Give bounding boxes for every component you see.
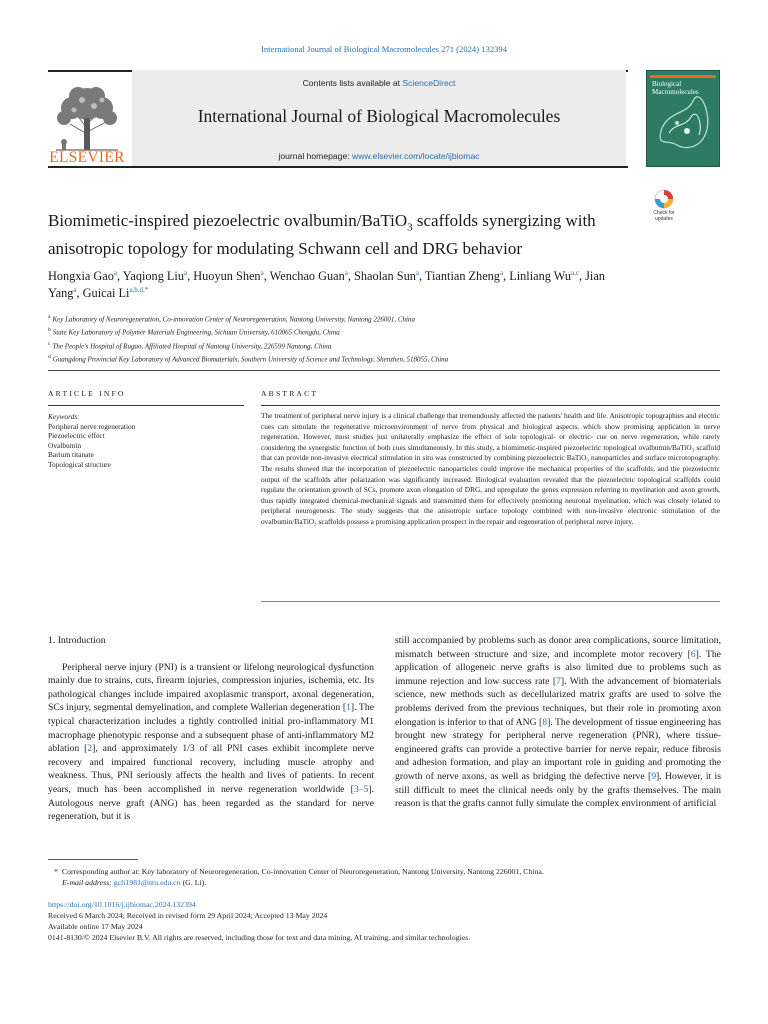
author-affiliation-marker[interactable]: a — [73, 285, 77, 294]
journal-header — [48, 70, 628, 168]
keyword-item: Topological structure — [48, 459, 111, 469]
keyword-item: Barium titanate — [48, 450, 94, 460]
corresponding-line: * Corresponding author at: Key laboratory of Neuroregeneration, Co-innovation Center of Neuroregeneration, Nantong University, Nantong 226001, China. — [54, 867, 544, 876]
affiliation-label: b — [48, 327, 51, 334]
author-affiliation-marker[interactable]: a — [184, 268, 188, 277]
affiliation-text: Key Laboratory of Neuroregeneration, Co-innovation Center of Neuroregeneration, Nantong University, Nantong 226001, China — [52, 315, 416, 324]
email-link[interactable]: gcli1981@ntu.edu.cn — [113, 878, 181, 887]
author-name[interactable]: Guicai $Li^{a,b,d,*}$ — [82, 285, 149, 300]
article-metadata — [48, 899, 720, 943]
affiliation-label: a — [48, 314, 51, 320]
received-dates: Received 6 March 2024; Received in revised form 29 April 2024; Accepted 13 May 2024 — [48, 911, 328, 920]
footnote-rule — [48, 859, 138, 860]
doi-link[interactable]: https://doi.org/10.1016/j.ijbiomac.2024.132394 — [48, 900, 196, 909]
homepage-link[interactable]: www.elsevier.com/locate/ijbiomac — [352, 151, 480, 161]
author-affiliation-marker[interactable]: a — [415, 268, 419, 277]
affiliation-label: c — [48, 340, 51, 347]
affiliation-item — [48, 339, 648, 352]
author-affiliation-marker[interactable]: a — [344, 268, 348, 277]
homepage-line: journal homepage: www.elsevier.com/locate/ijbiomac — [278, 151, 480, 161]
cover-protein-art-icon — [647, 71, 720, 167]
keyword-list — [48, 422, 244, 470]
affiliation-text: Guangdong Provincial Key Laboratory of Advanced Biomaterials, Southern University of Science and Technology, Shenzhen, 518055, China — [52, 355, 449, 364]
affiliation-item — [48, 352, 648, 365]
ref-link[interactable]: 1 — [346, 702, 351, 714]
keyword-item: Piezoelectric effect — [48, 431, 105, 441]
abstract-heading: ABSTRACT — [261, 389, 319, 398]
article-title: Biomimetic-inspired piezoelectric ovalbumin/BaTiO$_3$ scaffolds synergizing with anisotropic topology for modulating Schwann cell and DRG behavior — [48, 211, 596, 259]
intro-right-column — [395, 634, 721, 811]
author-affiliation-marker[interactable]: a,b,d,* — [129, 285, 149, 294]
author-name[interactable]: Wenchao Guan$^a$ — [269, 268, 348, 283]
check-for-updates-label: Check for updates — [653, 210, 675, 222]
author-affiliation-marker[interactable]: a — [113, 268, 118, 277]
ref-link[interactable]: 6 — [690, 648, 696, 660]
ref-link[interactable]: 2 — [87, 743, 93, 755]
ref-link[interactable]: 9 — [651, 770, 657, 782]
keywords-block — [48, 412, 244, 470]
author-affiliation-marker[interactable]: a,c — [571, 268, 579, 277]
elsevier-wordmark: ELSEVIER — [49, 149, 125, 166]
email-line: E-mail address: gcli1981@ntu.edu.cn (G. Li). — [62, 878, 207, 887]
author-name[interactable]: Hongxia Gao$^a$ — [48, 268, 118, 283]
abstract-rule-bottom — [261, 601, 720, 602]
header-rule-bottom — [48, 166, 628, 169]
cover-title: Biological Macromolecules — [652, 80, 699, 96]
ref-link[interactable]: 8 — [542, 716, 548, 728]
sciencedirect-link[interactable]: ScienceDirect — [402, 78, 456, 88]
article-info-heading: ARTICLE INFO — [48, 389, 126, 398]
article-info-rule — [48, 405, 244, 406]
author-name[interactable]: Tiantian Zheng$^a$ — [424, 268, 504, 283]
author-name[interactable]: Jian Yang$^a$ — [48, 269, 605, 300]
author-list: Hongxia Gao$^a$, Yaqiong Liu$^a$, Huoyun Shen$^a$, Wenchao Guan$^a$, Shaolan Sun$^a$, Tiantian Zheng$^a$, Linliang Wu$^{a,c}$, Jian Yang$^a$, Guicai $Li^{a,b,d,*}$ — [48, 268, 605, 300]
intro-paragraph-continued: still accompanied by problems such as donor area complications, source limitation, mismatch between structure and size, and incomplete motor recovery [6]. The application of allogeneic nerve grafts is also limited due to problems such as immune rejection and low success rate [7]. With the advancement of biomaterials science, new methods such as decellularized matrix grafts are used to solve the problems derived from the previous techniques, but their role in promoting axon elongation is inferior to that of ANG [8]. The development of tissue engineering has brought new strategy for peripheral nerve regeneration (PNR), where tissue-engineered grafts can provide a protective barrier for nerve repair, reduce fibrosis and adhesion formation, and play an important role in guiding and promoting the growth of nerve axons, as well as bridging the defective nerve [9]. However, it is still difficult to meet the clinical needs only by the grafts themselves. The main reason is that the grafts cannot fully simulate the complex environment of artificial — [395, 635, 721, 810]
affiliation-label: d — [48, 353, 51, 360]
author-name[interactable]: Huoyun Shen$^a$ — [193, 268, 264, 283]
abstract-text: The treatment of peripheral nerve injury is a clinical challenge that tremendously affected the patients' health and life. Anisotropic topographies and electric cues can simulate the regenerative microenvironment of nerve from physical and biological aspects, which show promising application in nerve regeneration. However, most studies just unilaterally emphasize the effect of sole topological- or electric- cue on nerve regeneration, while rarely considering the synergistic function of both cues simultaneously. In this study, a biomimetic-inspired piezoelectric topological ovalbumin/BaTiO₃ scaffold that can provide non-invasive electrical stimulation in situ was constructed by combining piezoelectric BaTiO₃ nanoparticles and surface microtopography. The results showed that the incorporation of piezoelectric nanoparticles could improve the mechanical properties of the scaffolds, and the piezoelectric output of the scaffolds after polarization was significantly increased. Biological evaluation revealed that the piezoelectric topological scaffolds could regulate the orientation growth of SCs, promote axon elongation of DRG, and upregulate the genes expression referring to myelination and axon growth, thus rapidly integrated chemical-mechanical signals and transmitted them for effectively promoting neuronal myelination, which was closely related to peripheral neurogenesis. The study suggests that the anisotropic surface topology combined with non-invasive electronic stimulation of the ovalbumin/BaTiO₃ scaffolds possess a promising application prospect in the repair and regeneration of peripheral nerve injury. — [261, 411, 720, 526]
ref-link[interactable]: 3–5 — [353, 783, 369, 795]
affiliation-item — [48, 312, 648, 325]
online-date: Available online 17 May 2024 — [48, 922, 143, 931]
author-affiliation-marker[interactable]: a — [260, 268, 264, 277]
section-divider — [48, 370, 720, 371]
intro-paragraph: Peripheral nerve injury (PNI) is a transient or lifelong neurological dysfunction mainly due to strains, cuts, firearm injuries, compression injuries, ischemia, etc. Its pathological changes include impaired axoplasmic transport, axonal degeneration, SCs injury, segmental demyelination, and complete Wallerian degeneration [1]. The typical characterization includes a tightly controlled initial pro-inflammatory M1 macrophage phenotypic response and a subsequent phase of anti-inflammatory M2 ablation [2], and approximately 1/3 of all PNI cases exhibit incomplete nerve recovery and impaired functional recovery, including muscle atrophy and weakness. Thus, PNI seriously affects the health and lives of patients. In recent years, much has been accomplished in nerve regeneration worldwide [3–5]. Autologous nerve graft (ANG) has been regarded as the standard for nerve regeneration, but it is — [48, 661, 374, 823]
author-name[interactable]: Linliang Wu$^{a,c}$ — [509, 268, 579, 283]
abstract-rule — [261, 405, 720, 406]
journal-cover-thumbnail[interactable] — [646, 70, 720, 167]
affiliation-list — [48, 312, 648, 365]
intro-heading: 1. Introduction — [48, 635, 106, 646]
journal-citation-link[interactable]: International Journal of Biological Macromolecules 271 (2024) 132394 — [260, 44, 508, 54]
keywords-label: Keywords: — [48, 412, 80, 421]
keyword-item: Ovalbumin — [48, 440, 82, 450]
affiliation-text: State Key Laboratory of Polymer Materials Engineering, Sichuan University, 610065 Chengdu, China — [52, 328, 340, 337]
keyword-item: Peripheral nerve regeneration — [48, 421, 136, 431]
affiliation-text: The People's Hospital of Rugao, Affiliated Hospital of Nantong University, 226599 Nantong, China — [52, 341, 332, 350]
author-name[interactable]: Shaolan Sun$^a$ — [354, 268, 419, 283]
corresponding-author-footnote — [54, 866, 720, 888]
contents-line: Contents lists available at ScienceDirect — [302, 78, 456, 88]
affiliation-item — [48, 325, 648, 338]
header-center-panel — [132, 70, 626, 166]
check-for-updates-icon[interactable] — [647, 189, 681, 229]
copyright-line: 0141-8130/© 2024 Elsevier B.V. All rights are reserved, including those for text and data mining, AI training, and similar technologies. — [48, 933, 471, 942]
journal-title: International Journal of Biological Macromolecules — [197, 106, 561, 126]
ref-link[interactable]: 7 — [556, 675, 561, 687]
author-name[interactable]: Yaqiong Liu$^a$ — [122, 268, 188, 283]
author-affiliation-marker[interactable]: a — [499, 268, 504, 277]
intro-left-column — [48, 634, 374, 824]
